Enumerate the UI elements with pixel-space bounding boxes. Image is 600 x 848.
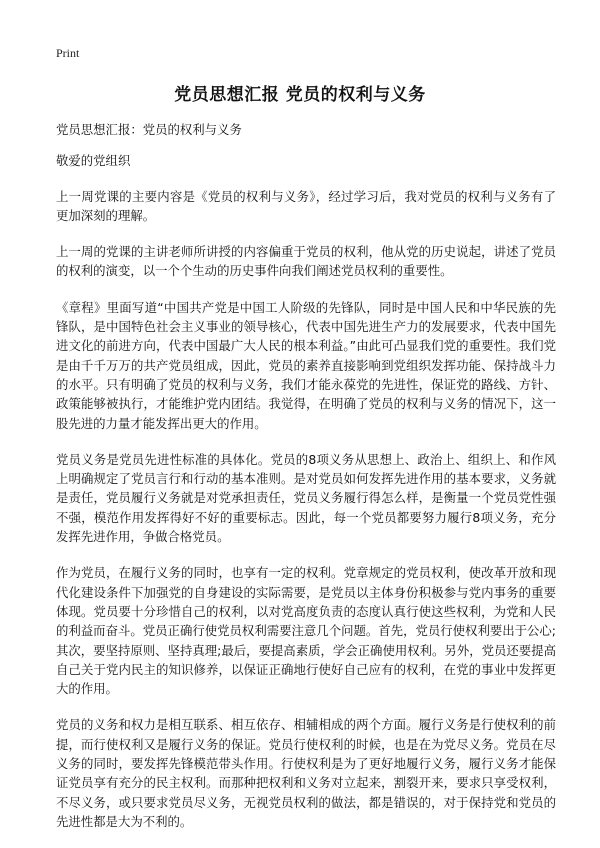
paragraph: 上一周党课的主要内容是《党员的权利与义务》，经过学习后，我对党员的权利与义务有了更加深刻的理解。 bbox=[56, 188, 556, 223]
page-title: 党员思想汇报 党员的权利与义务 bbox=[174, 85, 426, 105]
document-body bbox=[56, 120, 556, 848]
salutation: 敬爱的党组织 bbox=[56, 153, 131, 169]
paragraph: 党员的义务和权力是相互联系、相互依存、相辅相成的两个方面。履行义务是行使权利的前提，而行使权利又是履行义务的保证。党员行使权利的时候，也是在为党尽义务。党员在尽义务的同时，要发挥先锋模范带头作用。行使权利是为了更好地履行义务，履行义务才能保证党员享有充分的民主权利。而那种把权利和义务对立起来，割裂开来，要求只享受权利，不尽义务，或只要求党员尽义务，无视党员权利的做法，都是错误的，对于保持党和党员的先进性都是大为不利的。 bbox=[56, 717, 556, 829]
paragraph: 《章程》里面写道“中国共产党是中国工人阶级的先锋队，同时是中国人民和中华民族的先锋队，是中国特色社会主义事业的领导核心，代表中国先进生产力的发展要求，代表中国先进文化的前进方向，代表中国最广大人民的根本利益。”由此可凸显我们党的重要性。我们党是由千千万万的共产党员组成，因此，党员的素养直接影响到党组织发挥功能、保持战斗力的水平。只有明确了党员的权利与义务，我们才能永葆党的先进性，保证党的路线、方针、政策能够被执行，才能维护党内团结。我觉得，在明确了党员的权利与义务的情况下，这一股先进的力量才能发挥出更大的作用。 bbox=[56, 299, 556, 431]
paragraph: 上一周的党课的主讲老师所讲授的内容偏重于党员的权利，他从党的历史说起，讲述了党员的权利的演变，以一个个生动的历史事件向我们阐述党员权利的重要性。 bbox=[56, 244, 556, 279]
print-link[interactable]: Print bbox=[56, 46, 80, 60]
paragraph: 作为党员，在履行义务的同时，也享有一定的权利。党章规定的党员权利，使改革开放和现代化建设条件下加强党的自身建设的实际需要，是党员以主体身份积极参与党内事务的重要体现。党员要十分珍惜自己的权利，以对党高度负责的态度认真行使这些权利，为党和人民的利益而奋斗。党员正确行使党员权利需要注意几个问题。首先，党员行使权利要出于公心;其次，要坚持原则、坚持真理;最后，要提高素质，学会正确使用权利。另外，党员还要提高自己关于党内民主的知识修养，以保证正确地行使好自己应有的权利，在党的事业中发挥更大的作用。 bbox=[56, 565, 556, 697]
paragraph: 党员义务是党员先进性标准的具体化。党员的8项义务从思想上、政治上、组织上、和作风上明确规定了党员言行和行动的基本准则。是对党员如何发挥先进作用的基本要求，义务就是责任，党员履行义务就是对党承担责任，党员义务履行得怎么样，是衡量一个党员党性强不强，模范作用发挥得好不好的重要标志。因此，每一个党员都要努力履行8项义务，充分发挥先进作用，争做合格党员。 bbox=[56, 451, 556, 545]
document-subtitle: 党员思想汇报：党员的权利与义务 bbox=[56, 122, 242, 137]
